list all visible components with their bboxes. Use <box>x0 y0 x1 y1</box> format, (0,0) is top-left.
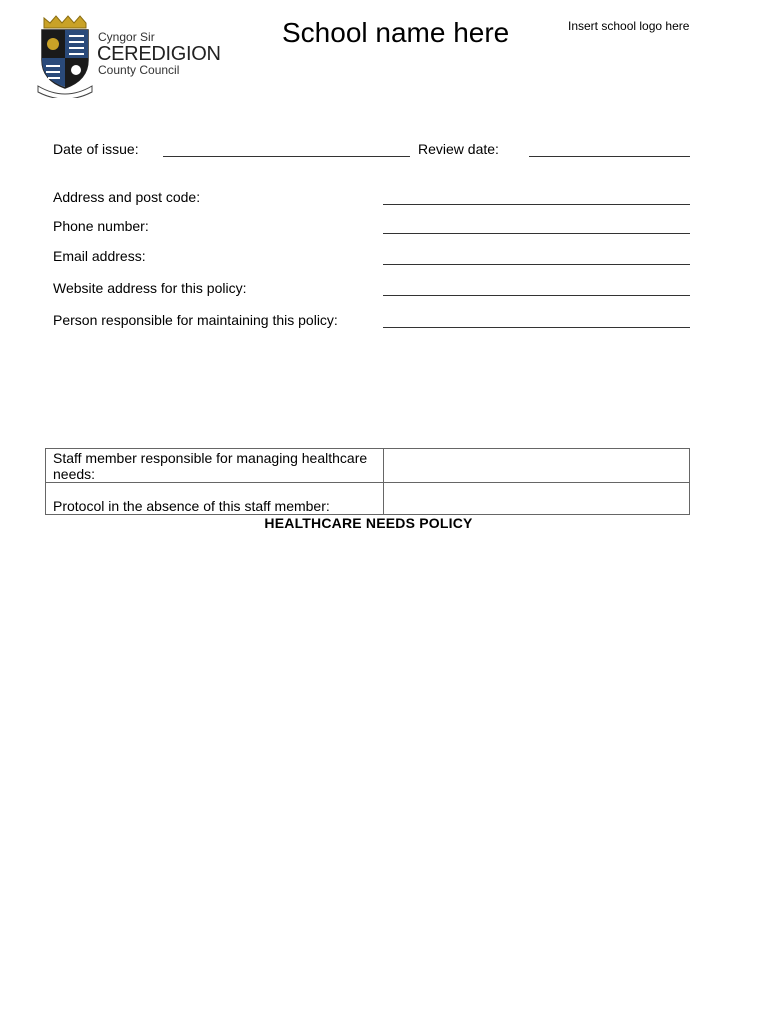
table-row <box>46 449 690 483</box>
phone-field[interactable] <box>383 233 690 234</box>
council-crest-logo <box>36 14 94 98</box>
policy-owner-field[interactable] <box>383 327 690 328</box>
address-field[interactable] <box>383 204 690 205</box>
school-logo-placeholder[interactable]: Insert school logo here <box>568 19 690 33</box>
healthcare-responsibility-table <box>45 448 690 515</box>
staff-member-label: Staff member responsible for managing healthcare needs: <box>46 449 384 483</box>
review-date-field[interactable] <box>529 156 690 157</box>
date-of-issue-field[interactable] <box>163 156 410 157</box>
website-field[interactable] <box>383 295 690 296</box>
absence-protocol-value-cell[interactable] <box>384 483 690 515</box>
council-name-main: CEREDIGION <box>97 43 221 65</box>
website-label: Website address for this policy: <box>53 280 247 296</box>
staff-member-value-cell[interactable] <box>384 449 690 483</box>
phone-label: Phone number: <box>53 218 149 234</box>
policy-title: HEALTHCARE NEEDS POLICY <box>264 515 473 531</box>
table-row <box>46 483 690 515</box>
address-label: Address and post code: <box>53 189 201 205</box>
council-name-english: County Council <box>98 63 180 77</box>
policy-owner-label: Person responsible for maintaining this policy: <box>53 312 338 328</box>
council-name-welsh: Cyngor Sir <box>98 30 155 44</box>
email-field[interactable] <box>383 264 690 265</box>
date-of-issue-label: Date of issue: <box>53 141 139 157</box>
school-name-placeholder[interactable]: School name here <box>282 17 510 48</box>
email-label: Email address: <box>53 248 146 264</box>
review-date-label: Review date: <box>418 141 499 157</box>
absence-protocol-label: Protocol in the absence of this staff member: <box>46 483 384 515</box>
